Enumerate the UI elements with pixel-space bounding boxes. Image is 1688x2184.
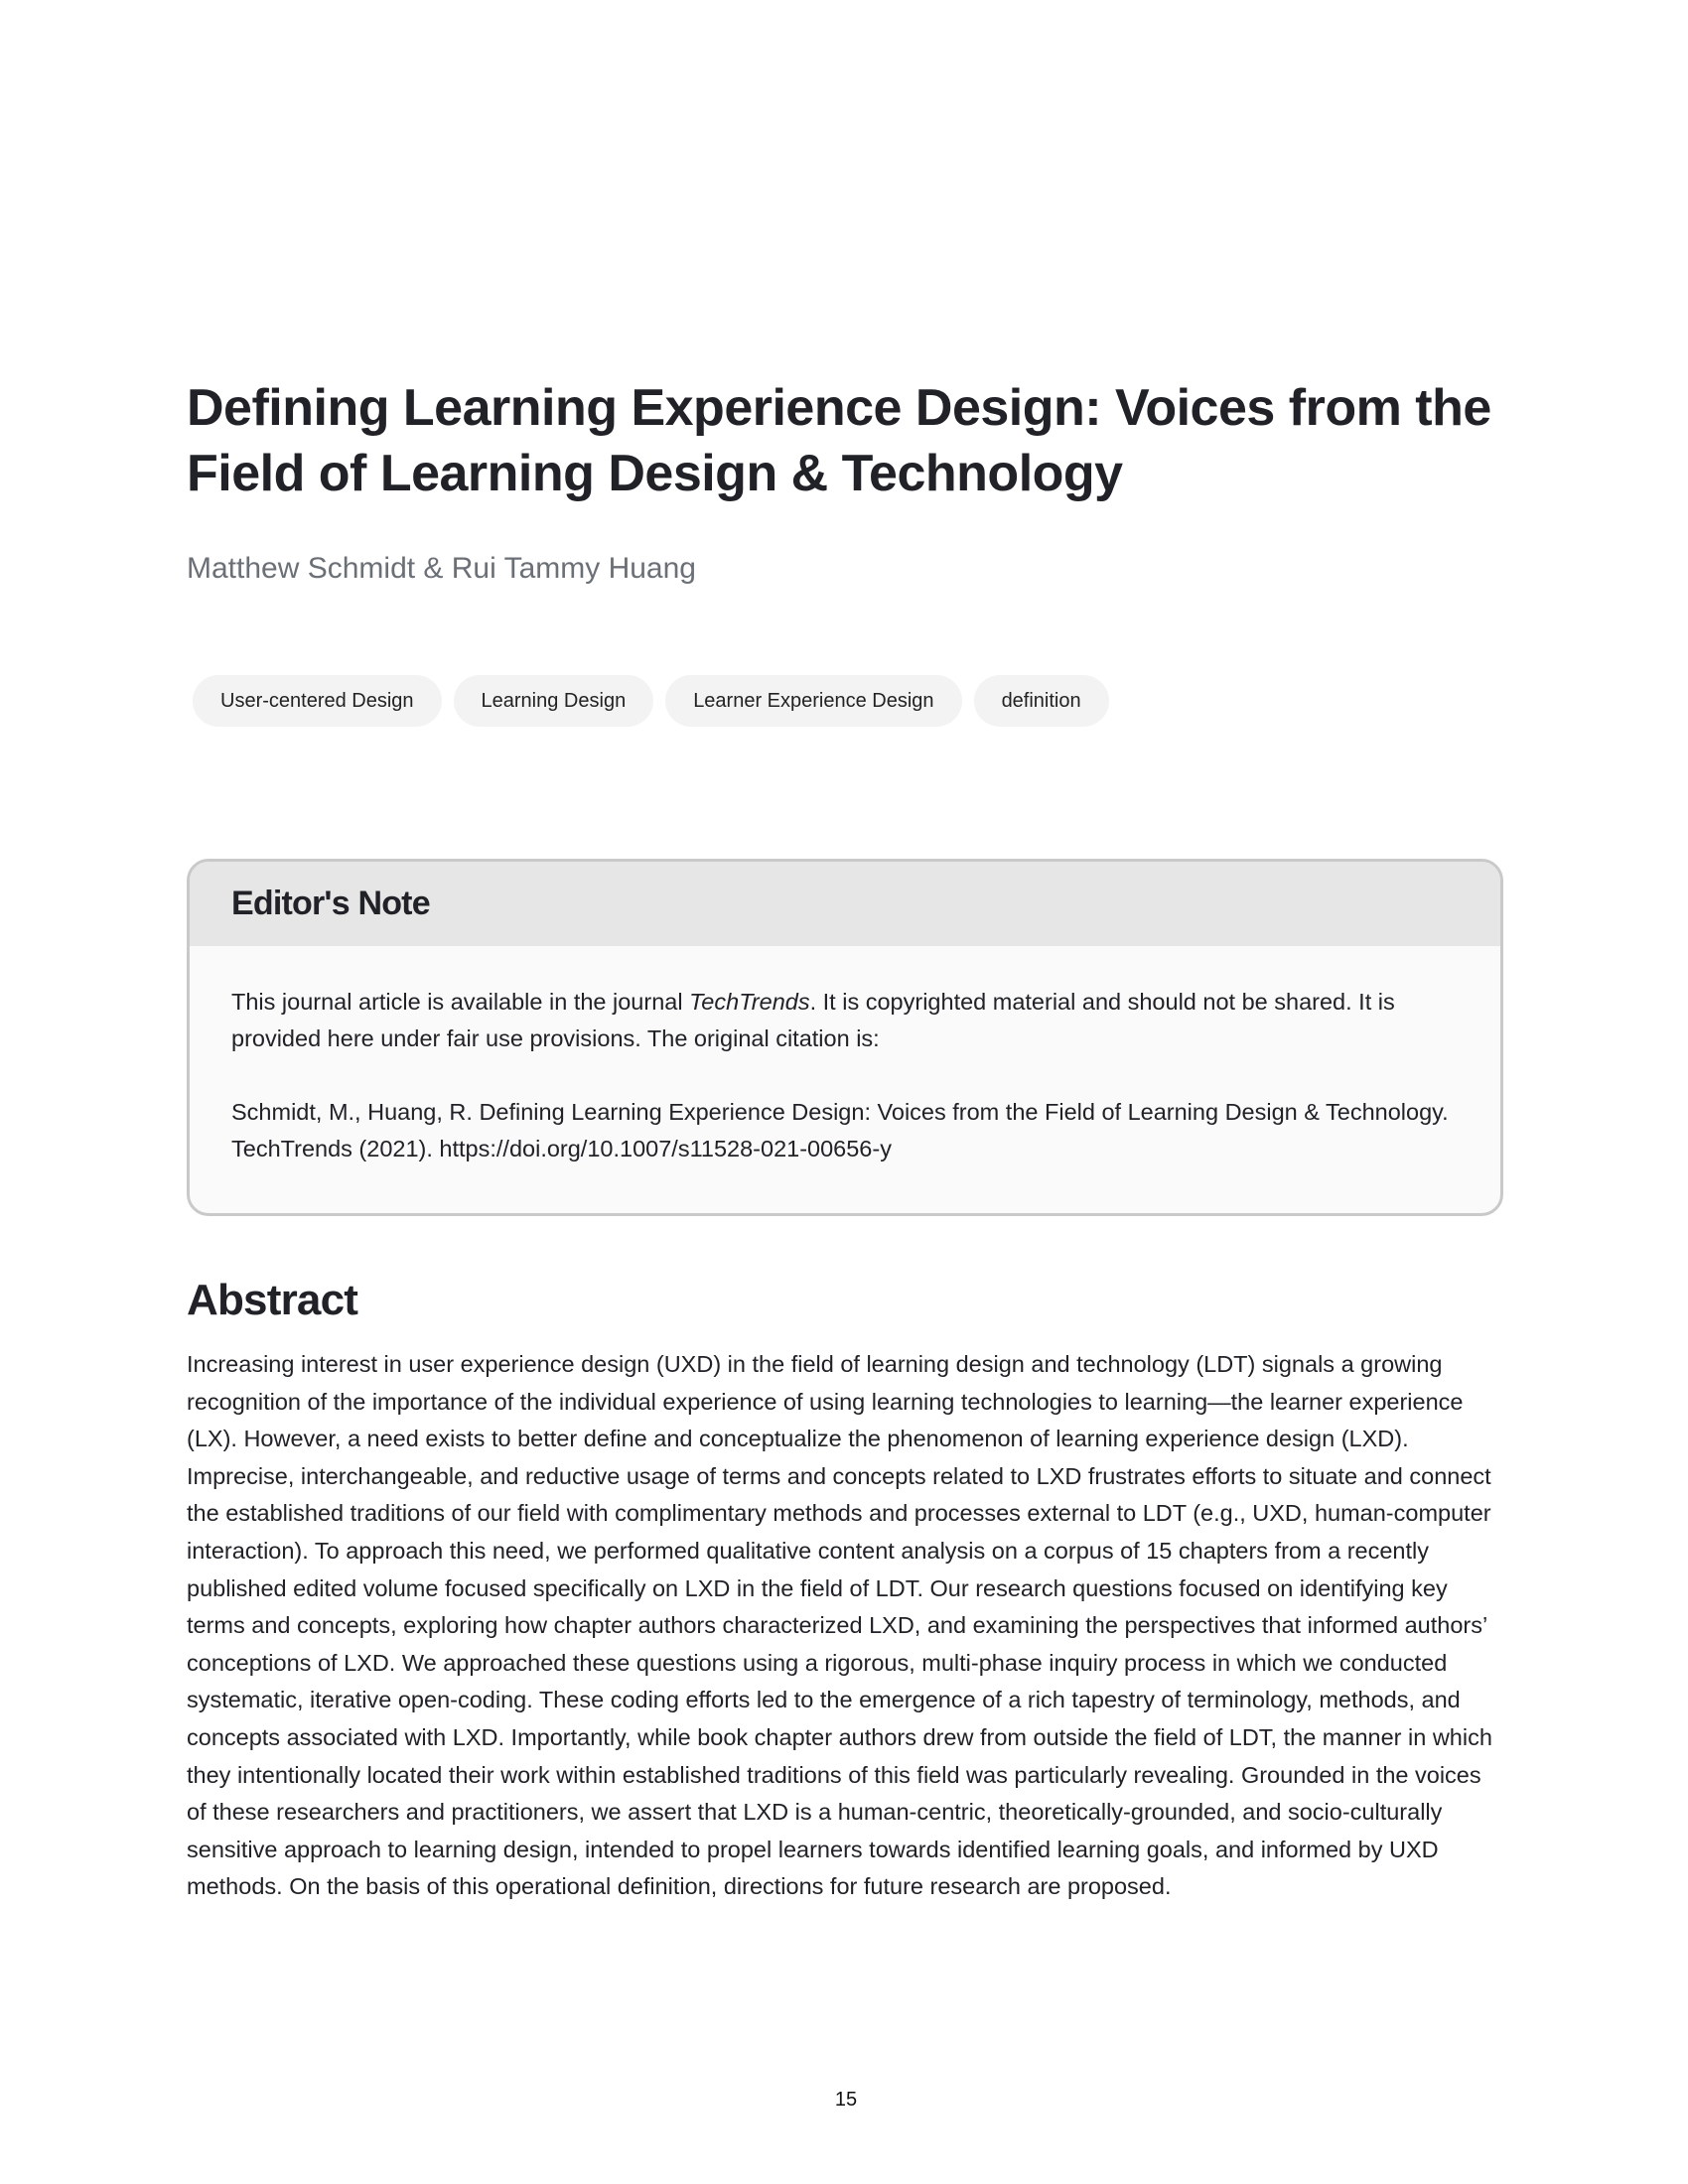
abstract-heading: Abstract [187,1276,358,1324]
page-number: 15 [834,2089,858,2111]
tag-list [193,675,1109,727]
abstract-text: Increasing interest in user experience design (UXD) in the field of learning design and technology (LDT) signals a growing recognition of the importance of the individual experience of using learning technologies to learning—the learner experience (LX). However, a need exists to better define and conceptualize the phenomenon of learning experience design (LXD). Imprecise, interchangeable, and reductive usage of terms and concepts related to LXD frustrates efforts to situate and connect the established traditions of our field with complimentary methods and processes external to LDT (e.g., UXD, human-computer interaction). To approach this need, we performed qualitative content analysis on a corpus of 15 chapters from a recently published edited volume focused specifically on LXD in the field of LDT. Our research questions focused on identifying key terms and concepts, exploring how chapter authors characterized LXD, and examining the perspectives that informed authors’ conceptions of LXD. We approached these questions using a rigorous, multi-phase inquiry process in which we conducted systematic, iterative open-coding. These coding efforts led to the emergence of a rich tapestry of terminology, methods, and concepts associated with LXD. Importantly, while book chapter authors drew from outside the field of LDT, the manner in which they intentionally located their work within established traditions of this field was particularly revealing. Grounded in the voices of these researchers and practitioners, we assert that LXD is a human-centric, theoretically-grounded, and socio-culturally sensitive approach to learning design, intended to propel learners towards identified learning goals, and informed by UXD methods. On the basis of this operational definition, directions for future research are proposed. [187,1351,1492,1900]
tag-learning-design[interactable]: Learning Design [454,675,654,727]
tag-definition[interactable]: definition [974,675,1109,727]
editors-note-citation: Schmidt, M., Huang, R. Defining Learning Experience Design: Voices from the Field of Learning Design & Technology. TechTrends (2021). https://doi.org/10.1007/s11528-021-00656-y [231,1099,1449,1161]
editors-note-availability [231,984,1459,1057]
tag-user-centered-design[interactable]: User-centered Design [193,675,442,727]
article-title: Defining Learning Experience Design: Voices from the Field of Learning Design & Technology [187,379,1491,502]
editors-note-heading: Editor's Note [190,862,1500,946]
editors-note-text-after: . It is copyrighted material and should not be shared. It is provided here under fair use provisions. The original citation is: [231,989,1395,1051]
journal-name: TechTrends [689,989,810,1015]
editors-note-body [190,946,1500,1167]
tag-learner-experience-design[interactable]: Learner Experience Design [665,675,961,727]
editors-note-box [187,859,1503,1216]
article-authors: Matthew Schmidt & Rui Tammy Huang [187,552,696,585]
document-page [187,0,1505,2184]
editors-note-text-before: This journal article is available in the journal [231,989,690,1015]
